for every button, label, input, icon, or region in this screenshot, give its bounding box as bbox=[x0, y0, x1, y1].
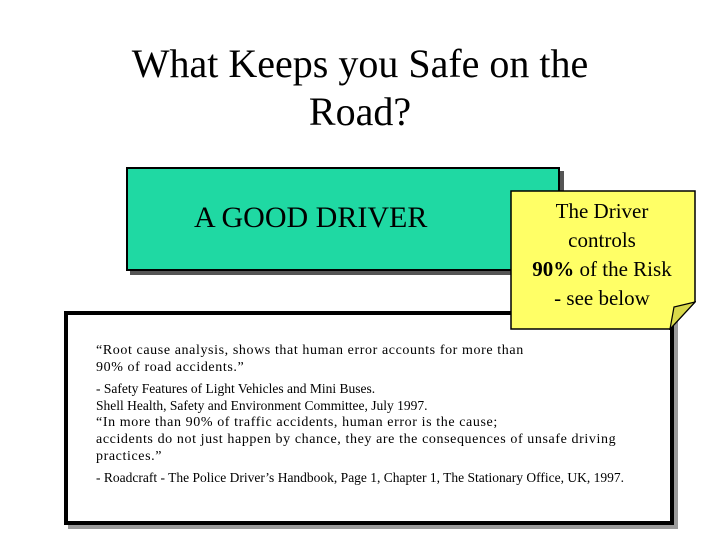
note-line-2: controls bbox=[568, 228, 636, 252]
source-1-line-1: - Safety Features of Light Vehicles and Mini Buses. bbox=[96, 381, 376, 396]
note-line-3-rest: of the Risk bbox=[574, 257, 672, 281]
note-line-1: The Driver bbox=[555, 199, 649, 223]
quote-2-line-1: “In more than 90% of traffic accidents, human error is the cause; bbox=[96, 415, 498, 430]
quote-1-line-2: 90% of road accidents.” bbox=[96, 360, 245, 375]
note-line-3 bbox=[512, 255, 692, 284]
quote-2-line-3: practices.” bbox=[96, 449, 163, 464]
title-line-1: What Keeps you Safe on the bbox=[131, 41, 589, 86]
quote-text bbox=[96, 342, 656, 486]
note-line-4: - see below bbox=[554, 286, 650, 310]
source-2: - Roadcraft - The Police Driver’s Handbook, Page 1, Chapter 1, The Stationary Office, UK, 1997. bbox=[96, 470, 624, 485]
good-driver-label: A GOOD DRIVER bbox=[194, 201, 428, 234]
source-1-line-2: Shell Health, Safety and Environment Committee, July 1997. bbox=[96, 398, 428, 413]
quote-1-line-1: “Root cause analysis, shows that human error accounts for more than bbox=[96, 343, 524, 358]
slide-title bbox=[60, 40, 660, 136]
note-percent: 90% bbox=[532, 257, 575, 281]
quote-2-line-2: accidents do not just happen by chance, they are the consequences of unsafe driving bbox=[96, 432, 617, 447]
title-line-2: Road? bbox=[308, 89, 412, 134]
sticky-note-text bbox=[512, 197, 692, 313]
